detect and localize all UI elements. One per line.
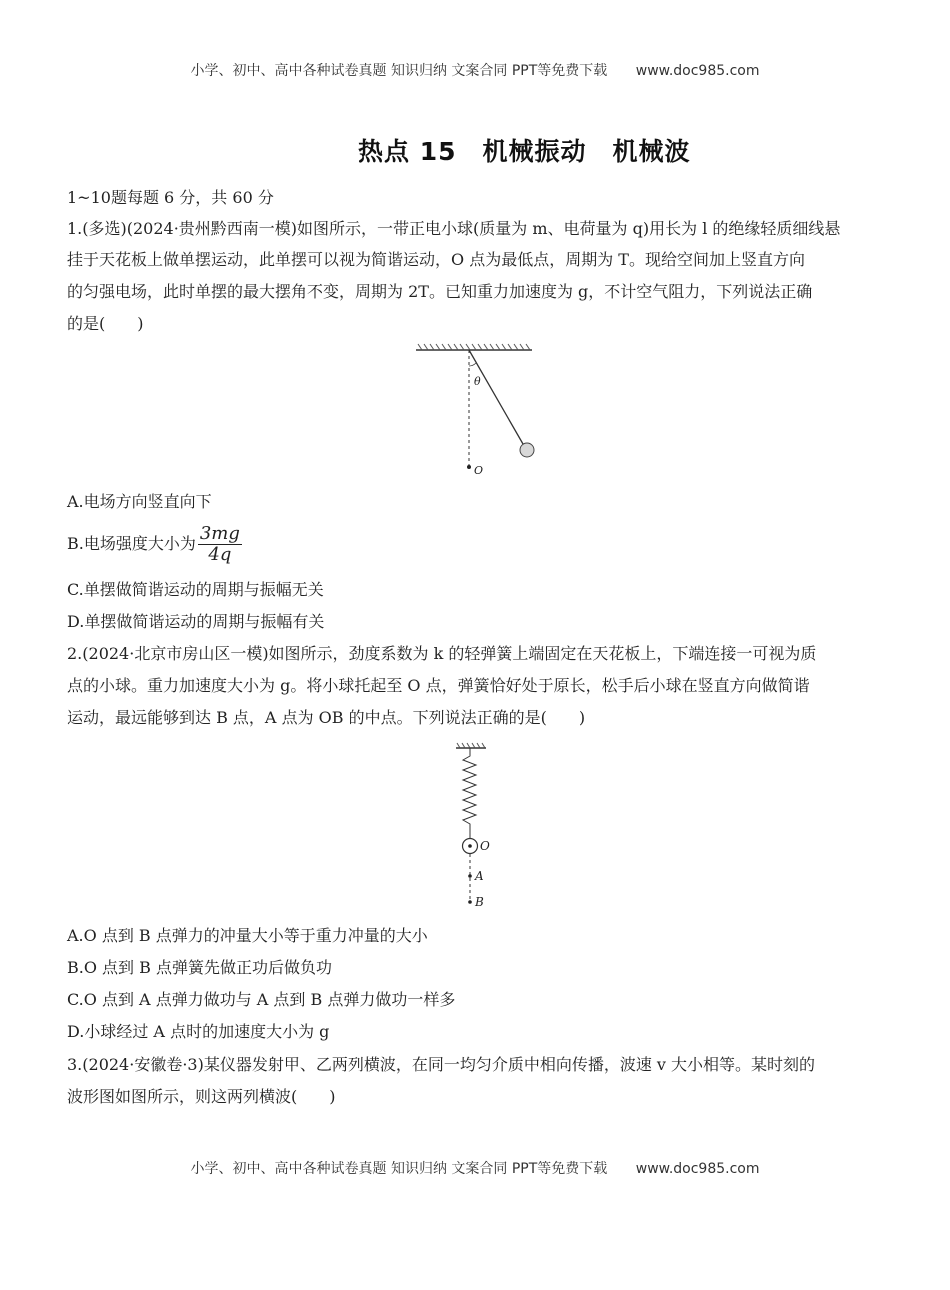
page-header: [0, 60, 950, 80]
q3-stem-line2: 波形图如图所示，则这两列横波( ): [67, 1087, 336, 1106]
q1-option-b: [67, 524, 885, 565]
q2-stem-line2: 点的小球。重力加速度大小为 g。将小球托起至 O 点，弹簧恰好处于原长，松手后小球在竖直方向做简谐: [67, 676, 810, 695]
q1-option-a: A.电场方向竖直向下: [67, 492, 212, 511]
fraction-numerator: 3mg: [199, 523, 240, 544]
q3-stem-line1: 3.(2024·安徽卷·3)某仪器发射甲、乙两列横波，在同一均匀介质中相向传播，波速 v 大小相等。某时刻的: [67, 1055, 816, 1074]
spring-a-label: A: [475, 869, 484, 883]
page-title: 热点 15 机械振动 机械波: [358, 137, 691, 166]
q2-option-c: C.O 点到 A 点弹力做功与 A 点到 B 点弹力做功一样多: [67, 990, 456, 1009]
q2-option-a: A.O 点到 B 点弹力的冲量大小等于重力冲量的大小: [67, 926, 428, 945]
page-footer: [0, 1158, 950, 1178]
q2-stem-line3: 运动，最远能够到达 B 点，A 点为 OB 的中点。下列说法正确的是( ): [67, 708, 586, 727]
header-text: 小学、初中、高中各种试卷真题 知识归纳 文案合同 PPT等免费下载: [190, 63, 608, 79]
q1-option-d: D.单摆做简谐运动的周期与振幅有关: [67, 612, 325, 631]
pendulum-figure: [410, 340, 540, 480]
fraction-denominator: 4q: [208, 544, 232, 565]
header-site-link[interactable]: www.doc985.com: [635, 63, 760, 79]
q2-option-d: D.小球经过 A 点时的加速度大小为 g: [67, 1022, 330, 1041]
spring-figure: [446, 740, 506, 912]
q1-stem-line1: 1.(多选)(2024·贵州黔西南一模)如图所示，一带正电小球(质量为 m、电荷量为 q)用长为 l 的绝缘轻质细线悬: [67, 219, 841, 238]
q1-stem-line4: 的是( ): [67, 314, 144, 333]
point-o-label: O: [474, 464, 484, 477]
footer-site-link[interactable]: www.doc985.com: [635, 1161, 760, 1177]
theta-label: θ: [474, 375, 481, 388]
q1-stem-line3: 的匀强电场，此时单摆的最大摆角不变，周期为 2T。已知重力加速度为 g，不计空气阻力，下列说法正确: [67, 282, 813, 301]
intro-line: 1~10题每题 6 分，共 60 分: [67, 188, 274, 207]
q2-stem-line1: 2.(2024·北京市房山区一模)如图所示，劲度系数为 k 的轻弹簧上端固定在天花板上，下端连接一可视为质: [67, 644, 817, 663]
q2-option-b: B.O 点到 B 点弹簧先做正功后做负功: [67, 958, 332, 977]
spring-b-label: B: [475, 895, 484, 909]
q1-option-b-label: B.电场强度大小为: [67, 534, 196, 553]
q1-option-c: C.单摆做简谐运动的周期与振幅无关: [67, 580, 324, 599]
field-fraction: [198, 524, 242, 565]
q1-stem-line2: 挂于天花板上做单摆运动，此单摆可以视为简谐运动，O 点为最低点，周期为 T。现给空间加上竖直方向: [67, 250, 805, 269]
spring-o-label: O: [480, 839, 490, 853]
footer-text: 小学、初中、高中各种试卷真题 知识归纳 文案合同 PPT等免费下载: [190, 1161, 608, 1177]
